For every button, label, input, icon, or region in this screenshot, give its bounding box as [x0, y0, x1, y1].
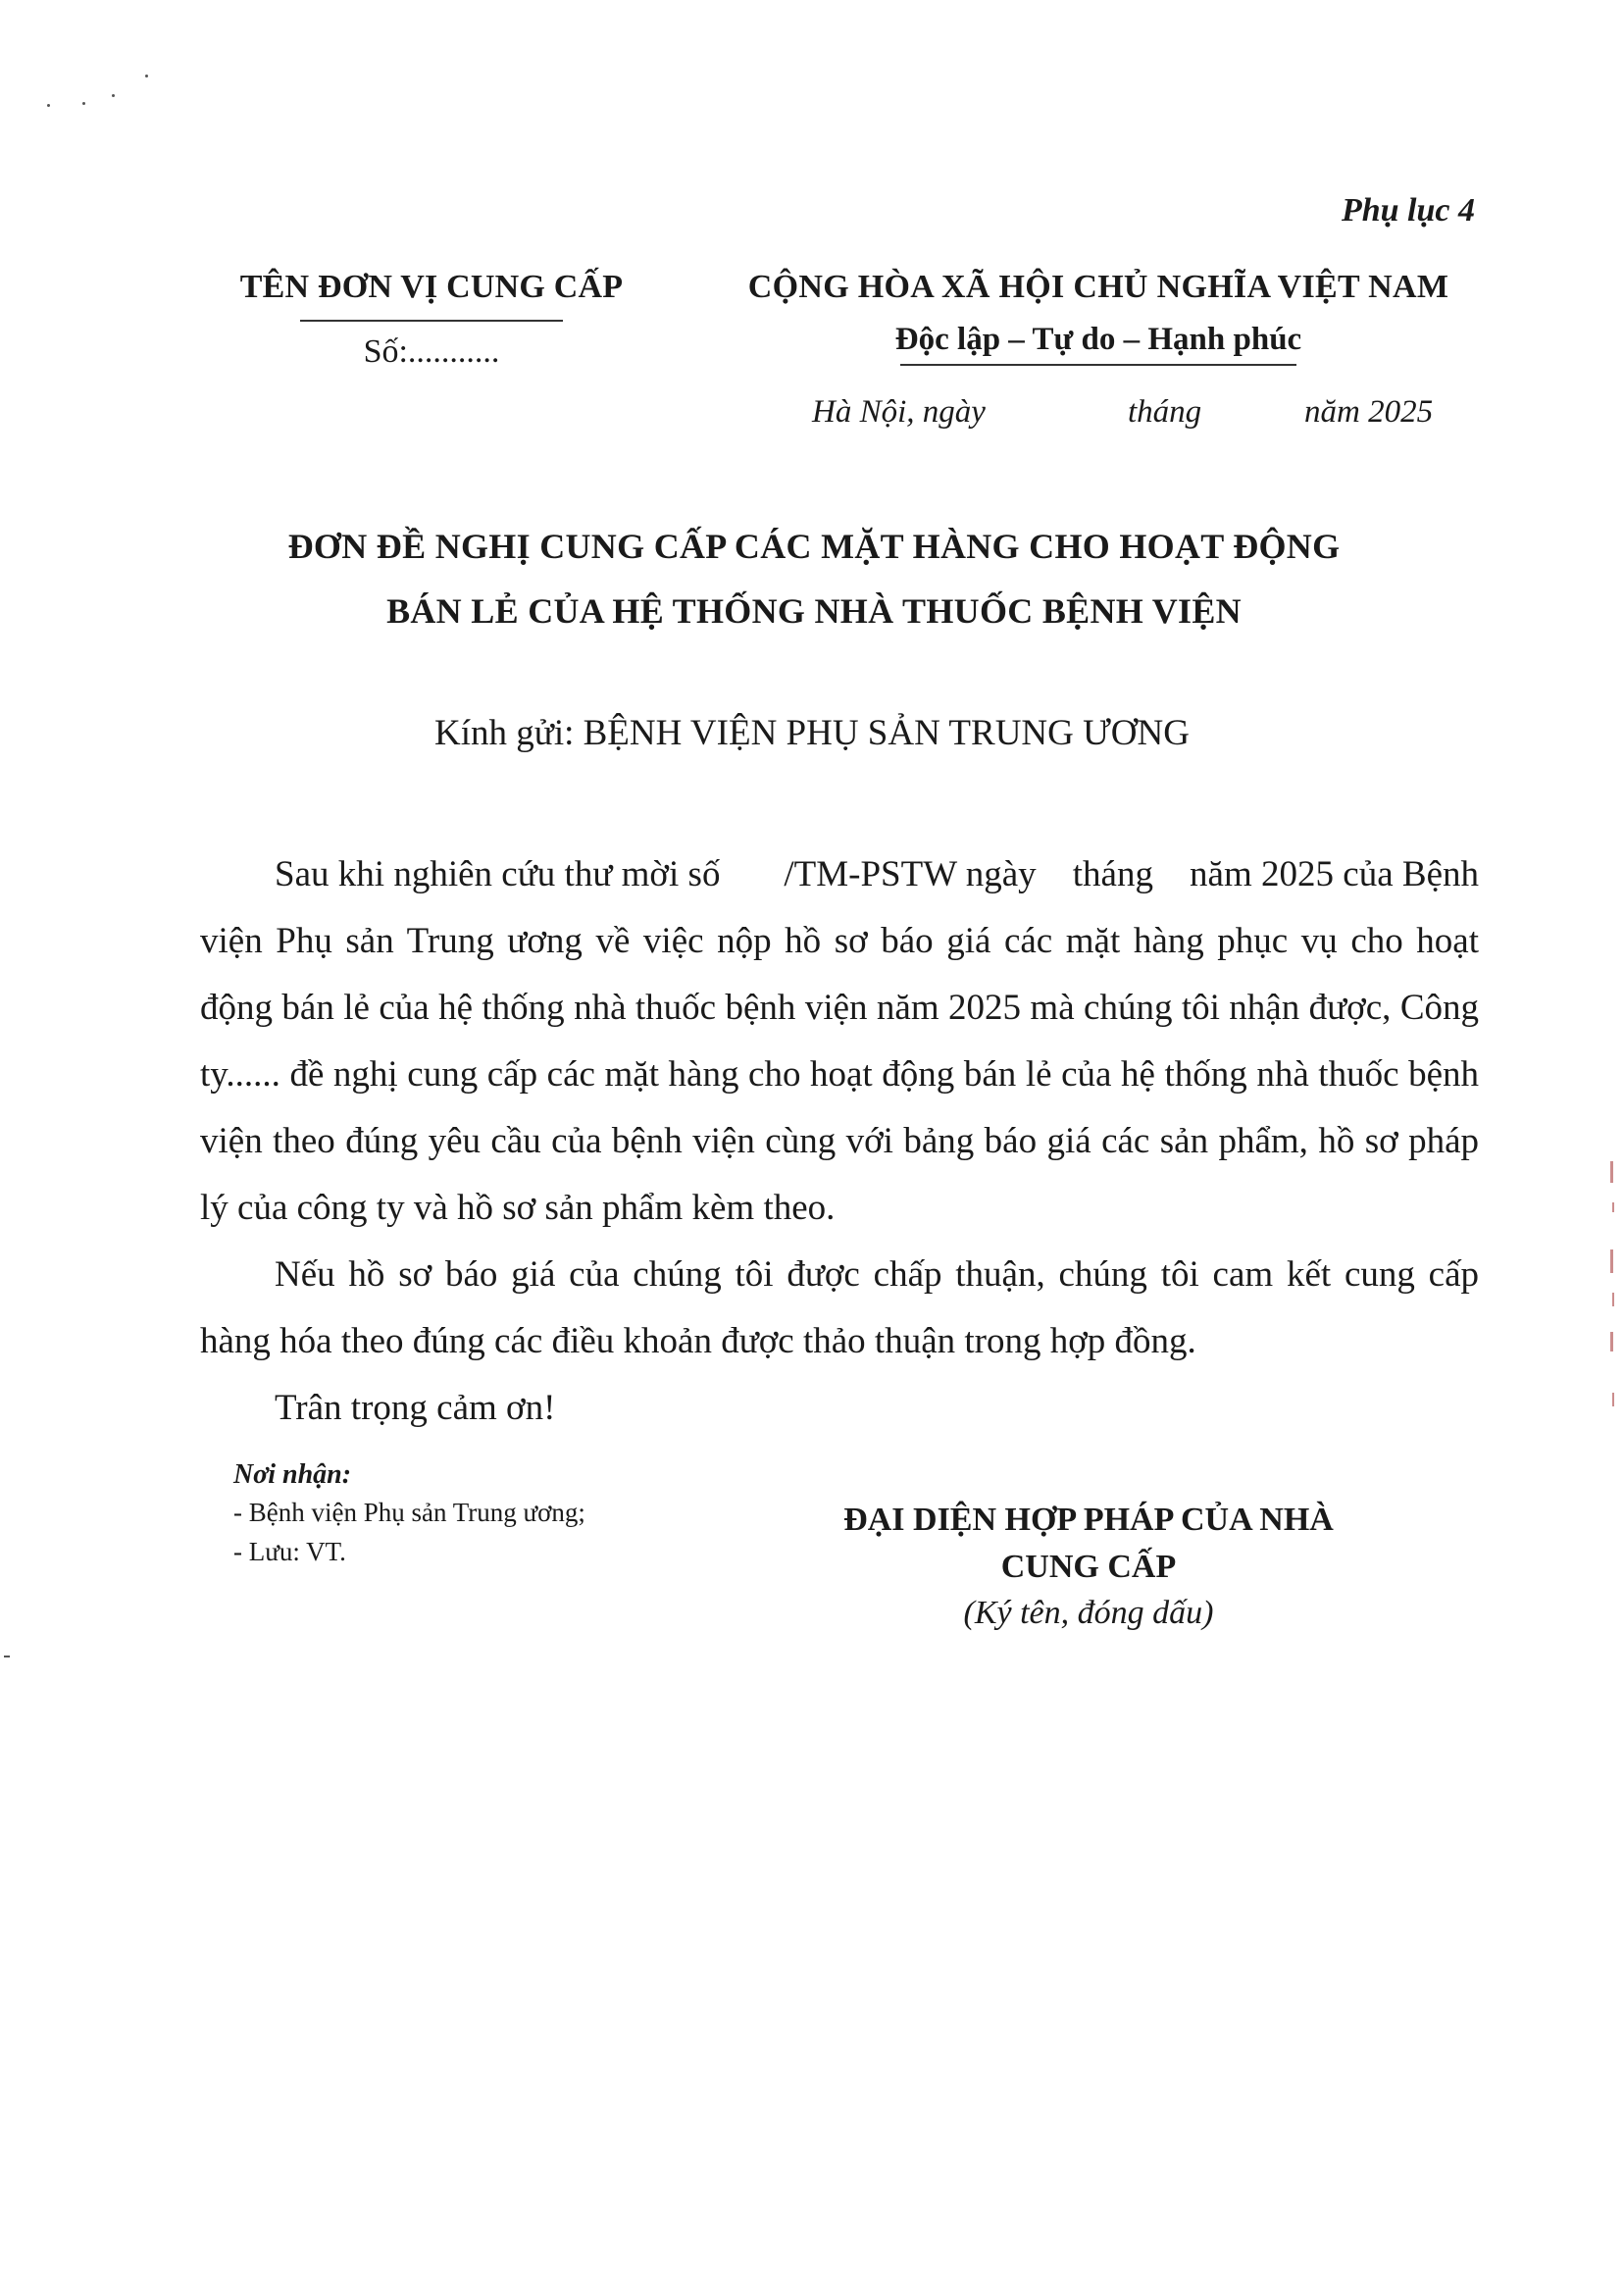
title-line-2: BÁN LẺ CỦA HỆ THỐNG NHÀ THUỐC BỆNH VIỆN: [386, 591, 1242, 631]
scan-speck: [4, 1656, 10, 1657]
document-number: Số:...........: [363, 333, 500, 370]
scan-edge-mark: [1610, 1249, 1613, 1273]
scan-speck: [47, 104, 50, 107]
motto-underline: [900, 364, 1296, 366]
recipient-item: - Lưu: VT.: [233, 1537, 346, 1566]
signature-note: (Ký tên, đóng dấu): [963, 1595, 1214, 1631]
recipients-label: Nơi nhận:: [233, 1459, 352, 1490]
national-header: [706, 269, 1491, 366]
scan-edge-mark: [1610, 1161, 1613, 1183]
scan-edge-mark: [1612, 1393, 1614, 1406]
letter-body: [200, 841, 1489, 1442]
scan-speck: [112, 94, 115, 97]
body-paragraph-1: Sau khi nghiên cứu thư mời số /TM-PSTW ngày tháng năm 2025 của Bệnh viện Phụ sản Trung ương về việc nộp hồ sơ báo giá các mặt hàng phục vụ cho hoạt động bán lẻ của hệ thống nhà thuốc bệnh viện năm 2025 mà chúng tôi nhận được, Công ty...... đề nghị cung cấp các mặt hàng cho hoạt động bán lẻ của hệ thống nhà thuốc bệnh viện theo đúng yêu cầu của bệnh viện cùng với bảng báo giá các sản phẩm, hồ sơ pháp lý của công ty và hồ sơ sản phẩm kèm theo.: [200, 854, 1489, 1228]
supplier-name-underline: [300, 320, 563, 322]
scan-edge-mark: [1610, 1332, 1613, 1351]
scan-speck: [145, 75, 148, 77]
date-month: tháng: [1128, 394, 1202, 430]
scan-edge-mark: [1612, 1202, 1614, 1212]
signatory-role-line-2: CUNG CẤP: [1000, 1549, 1177, 1585]
document-title: [177, 514, 1451, 643]
date-place-day: Hà Nội, ngày: [812, 394, 986, 430]
recipient-item: - Bệnh viện Phụ sản Trung ương;: [233, 1498, 585, 1527]
title-line-1: ĐƠN ĐỀ NGHỊ CUNG CẤP CÁC MẶT HÀNG CHO HOẠT ĐỘNG: [287, 527, 1341, 566]
signature-block: [785, 1497, 1393, 1632]
national-name: CỘNG HÒA XÃ HỘI CHỦ NGHĨA VIỆT NAM: [747, 269, 1449, 305]
body-paragraph-2: Nếu hồ sơ báo giá của chúng tôi được chấp thuận, chúng tôi cam kết cung cấp hàng hóa theo đúng các điều khoản được thảo thuận trong hợp đồng.: [200, 1254, 1479, 1361]
recipients-block: [233, 1459, 783, 1569]
body-paragraph-3: Trân trọng cảm ơn!: [275, 1388, 556, 1428]
scan-speck: [82, 102, 85, 105]
signatory-role-line-1: ĐẠI DIỆN HỢP PHÁP CỦA NHÀ: [843, 1502, 1334, 1538]
national-motto: Độc lập – Tự do – Hạnh phúc: [894, 322, 1302, 357]
scan-edge-mark: [1612, 1293, 1614, 1306]
supplier-header: [196, 269, 667, 371]
recipient-line: Kính gửi: BỆNH VIỆN PHỤ SẢN TRUNG ƯƠNG: [434, 713, 1190, 753]
date-year: năm 2025: [1304, 394, 1434, 430]
appendix-label: Phụ lục 4: [1341, 192, 1475, 229]
supplier-name: TÊN ĐƠN VỊ CUNG CẤP: [239, 269, 624, 305]
